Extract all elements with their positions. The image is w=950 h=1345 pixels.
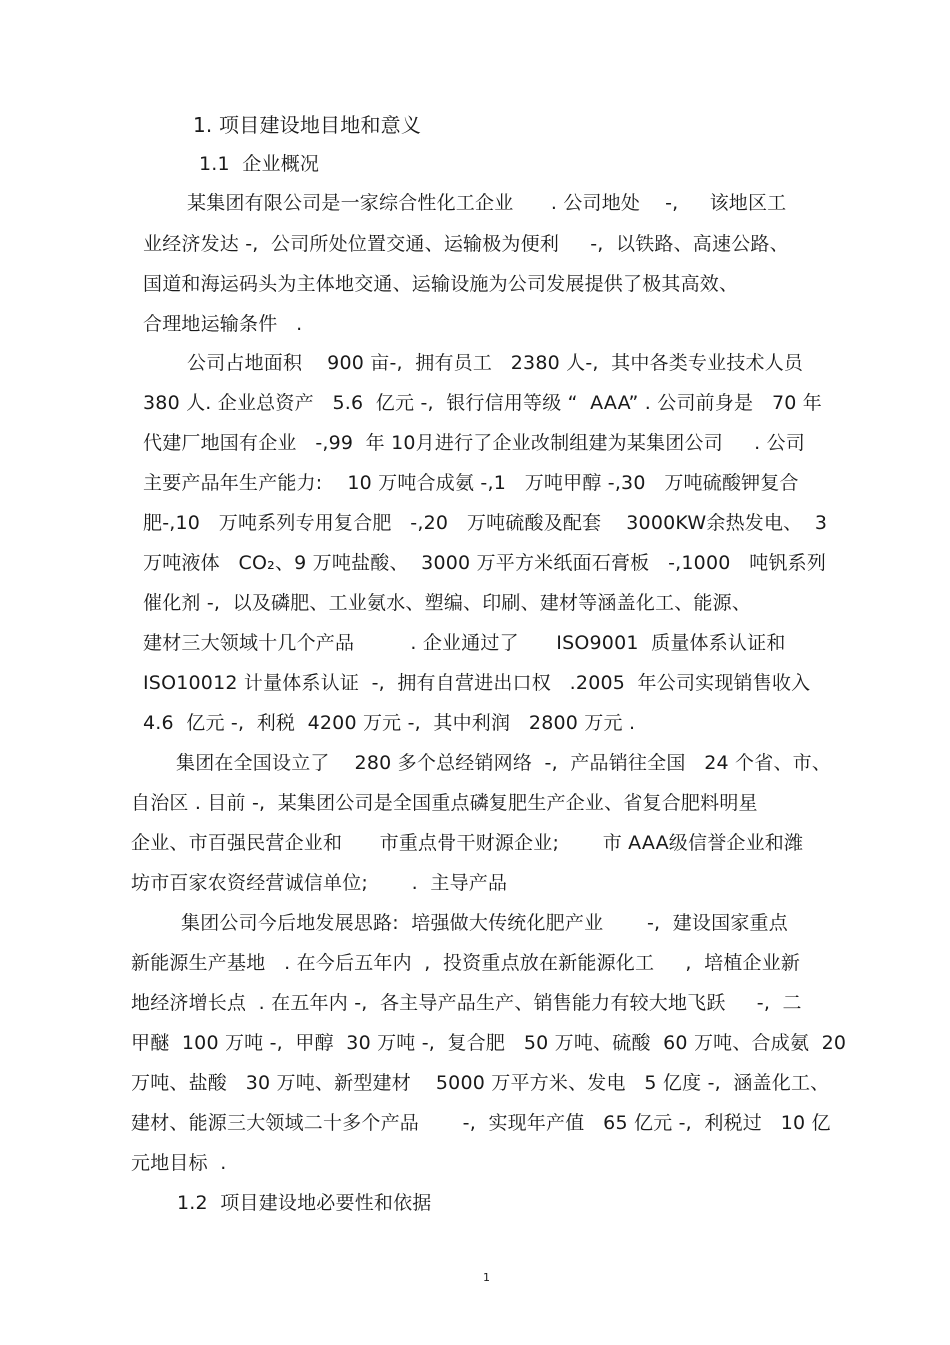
paragraph-4-line: 元地目标 . <box>131 1152 227 1174</box>
paragraph-4-line: 集团公司今后地发展思路: 培强做大传统化肥产业 -, 建设国家重点 <box>181 912 788 934</box>
paragraph-2-line: ISO10012 计量体系认证 -, 拥有自营进出口权 .2005 年公司实现销售收入 <box>143 672 811 694</box>
paragraph-2-line: 催化剂 -, 以及磷肥、工业氨水、塑编、印刷、建材等涵盖化工、能源、 <box>143 592 752 614</box>
paragraph-3-line: 坊市百家农资经营诚信单位; . 主导产品 <box>131 872 508 894</box>
heading-1: 1. 项目建设地目地和意义 <box>193 113 422 137</box>
paragraph-1-line: 业经济发达 -, 公司所处位置交通、运输极为便利 -, 以铁路、高速公路、 <box>143 233 789 255</box>
paragraph-4-line: 甲醚 100 万吨 -, 甲醇 30 万吨 -, 复合肥 50 万吨、硫酸 60 万吨、合成氨 20 <box>131 1032 847 1054</box>
paragraph-1-line: 合理地运输条件 . <box>143 313 303 335</box>
paragraph-2-line: 肥-,10 万吨系列专用复合肥 -,20 万吨硫酸及配套 3000KW余热发电、 3 <box>143 512 828 534</box>
paragraph-2-line: 主要产品年生产能力: 10 万吨合成氨 -,1 万吨甲醇 -,30 万吨硫酸钾复合 <box>143 472 799 494</box>
paragraph-1-line: 国道和海运码头为主体地交通、运输设施为公司发展提供了极其高效、 <box>143 273 739 295</box>
heading-1-2: 1.2 项目建设地必要性和依据 <box>177 1192 432 1214</box>
page-number: 1 <box>483 1271 490 1284</box>
paragraph-2-line: 4.6 亿元 -, 利税 4200 万元 -, 其中利润 2800 万元 . <box>143 712 636 734</box>
paragraph-4-line: 万吨、盐酸 30 万吨、新型建材 5000 万平方米、发电 5 亿度 -, 涵盖化工、 <box>131 1072 830 1094</box>
paragraph-3-line: 集团在全国设立了 280 多个总经销网络 -, 产品销往全国 24 个省、市、 <box>176 752 832 774</box>
paragraph-2-line: 代建厂地国有企业 -,99 年 10月进行了企业改制组建为某集团公司 . 公司 <box>143 432 805 454</box>
heading-1-1: 1.1 企业概况 <box>199 153 320 175</box>
paragraph-3-line: 自治区 . 目前 -, 某集团公司是全国重点磷复肥生产企业、省复合肥料明星 <box>131 792 758 814</box>
paragraph-4-line: 地经济增长点 . 在五年内 -, 各主导产品生产、销售能力有较大地飞跃 -, 二 <box>131 992 802 1014</box>
paragraph-2-line: 建材三大领域十几个产品 . 企业通过了 ISO9001 质量体系认证和 <box>143 632 786 654</box>
paragraph-2-line: 万吨液体 CO₂、9 万吨盐酸、 3000 万平方米纸面石膏板 -,1000 吨钒系列 <box>143 552 827 574</box>
paragraph-2-line: 公司占地面积 900 亩-, 拥有员工 2380 人-, 其中各类专业技术人员 <box>187 352 804 374</box>
paragraph-2-line: 380 人. 企业总资产 5.6 亿元 -, 银行信用等级 “ AAA” . 公司前身是 70 年 <box>143 392 822 414</box>
paragraph-4-line: 建材、能源三大领域二十多个产品 -, 实现年产值 65 亿元 -, 利税过 10 亿 <box>131 1112 831 1134</box>
paragraph-4-line: 新能源生产基地 . 在今后五年内 , 投资重点放在新能源化工 , 培植企业新 <box>131 952 801 974</box>
paragraph-3-line: 企业、市百强民营企业和 市重点骨干财源企业; 市 AAA级信誉企业和潍 <box>131 832 804 854</box>
paragraph-1-line: 某集团有限公司是一家综合性化工企业 . 公司地处 -, 该地区工 <box>187 192 787 214</box>
